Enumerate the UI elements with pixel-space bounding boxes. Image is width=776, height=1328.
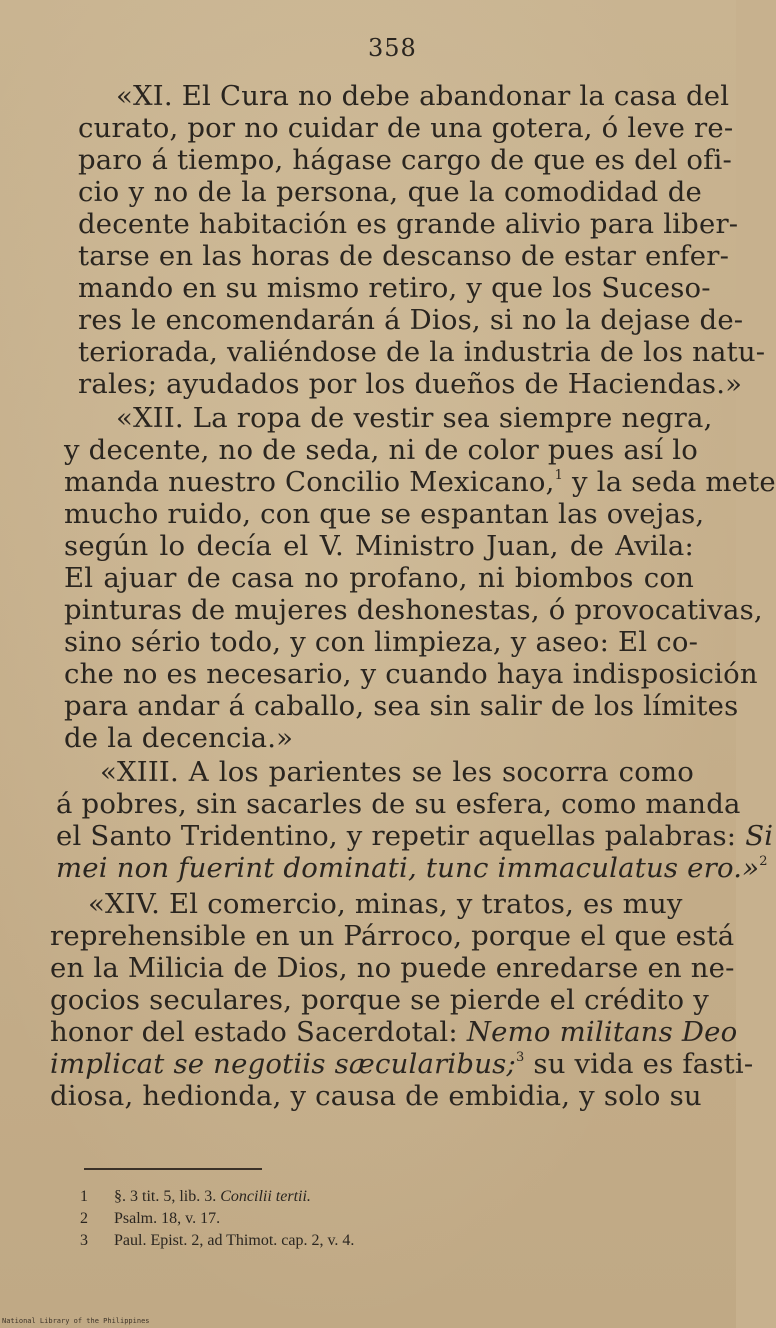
text-run: su vida es fasti- bbox=[533, 1048, 754, 1080]
text-line: cio y no de la persona, que la comodidad de bbox=[78, 176, 702, 208]
latin-text: mei non fuerint dominati, tunc immaculatus ero.» bbox=[56, 852, 760, 884]
text-line: res le encomendarán á Dios, si no la dejase de- bbox=[78, 304, 744, 336]
footnote-number: 1 bbox=[80, 1188, 88, 1205]
text-line: «XI. El Cura no debe abandonar la casa del bbox=[116, 80, 730, 112]
footnote-italic: Concilii tertii. bbox=[220, 1188, 311, 1205]
footnote-ref-1[interactable]: 1 bbox=[554, 468, 564, 483]
text-line: «XIV. El comercio, minas, y tratos, es muy bbox=[88, 888, 683, 920]
text-line: «XII. La ropa de vestir sea siempre negra, bbox=[116, 402, 713, 434]
text-run: honor del estado Sacerdotal: bbox=[50, 1016, 458, 1048]
text-run: el Santo Tridentino, y repetir aquellas palabras: bbox=[56, 820, 737, 852]
text-line: paro á tiempo, hágase cargo de que es del ofi- bbox=[78, 144, 733, 176]
latin-text: implicat se negotiis sæcularibus; bbox=[50, 1048, 516, 1080]
footnote-text: Paul. Epist. 2, ad Thimot. cap. 2, v. 4. bbox=[114, 1232, 355, 1249]
text-line: mando en su mismo retiro, y que los Suceso- bbox=[78, 272, 711, 304]
footnote-3 bbox=[80, 1232, 354, 1250]
text-line bbox=[56, 820, 774, 852]
text-line: mucho ruido, con que se espantan las ovejas, bbox=[64, 498, 705, 530]
text-line: diosa, hedionda, y causa de embidia, y solo su bbox=[50, 1080, 702, 1112]
footnote-text: §. 3 tit. 5, lib. 3. bbox=[114, 1188, 217, 1205]
latin-text: Nemo militans Deo bbox=[466, 1016, 738, 1048]
page-number: 358 bbox=[368, 34, 417, 62]
text-line: decente habitación es grande alivio para liber- bbox=[78, 208, 739, 240]
text-line: tarse en las horas de descanso de estar enfer- bbox=[78, 240, 730, 272]
text-line: para andar á caballo, sea sin salir de los límites bbox=[64, 690, 739, 722]
footnote-text: Psalm. 18, v. 17. bbox=[114, 1210, 221, 1227]
text-line: y decente, no de seda, ni de color pues así lo bbox=[64, 434, 698, 466]
footnote-ref-2[interactable]: 2 bbox=[759, 854, 768, 869]
footnote-2 bbox=[80, 1210, 220, 1228]
text-line bbox=[50, 1048, 754, 1080]
text-run: manda nuestro Concilio Mexicano, bbox=[64, 466, 555, 498]
text-line bbox=[50, 1016, 738, 1048]
footnote-ref-3[interactable]: 3 bbox=[515, 1050, 525, 1065]
text-line: sino sério todo, y con limpieza, y aseo: El co- bbox=[64, 626, 699, 658]
text-line: «XIII. A los parientes se les socorra como bbox=[100, 756, 694, 788]
text-run: y la seda mete bbox=[572, 466, 776, 498]
text-line: á pobres, sin sacarles de su esfera, como manda bbox=[56, 788, 741, 820]
text-line: El ajuar de casa no profano, ni biombos con bbox=[64, 562, 694, 594]
text-line bbox=[56, 852, 768, 884]
footnote-1 bbox=[80, 1188, 311, 1206]
footnote-number: 3 bbox=[80, 1232, 88, 1249]
text-line: gocios seculares, porque se pierde el crédito y bbox=[50, 984, 709, 1016]
text-line: che no es necesario, y cuando haya indisposición bbox=[64, 658, 758, 690]
text-line: en la Milicia de Dios, no puede enredarse en ne- bbox=[50, 952, 735, 984]
text-line: curato, por no cuidar de una gotera, ó leve re- bbox=[78, 112, 734, 144]
footnote-number: 2 bbox=[80, 1210, 88, 1227]
text-line: teriorada, valiéndose de la industria de los natu- bbox=[78, 336, 766, 368]
text-line: según lo decía el V. Ministro Juan, de Avila: bbox=[64, 530, 694, 562]
footnote-divider bbox=[84, 1168, 262, 1170]
text-line: reprehensible en un Párroco, porque el que está bbox=[50, 920, 735, 952]
text-line: de la decencia.» bbox=[64, 722, 294, 754]
library-credit: National Library of the Philippines bbox=[2, 1317, 150, 1325]
text-line: pinturas de mujeres deshonestas, ó provocativas, bbox=[64, 594, 763, 626]
text-line: rales; ayudados por los dueños de Haciendas.» bbox=[78, 368, 743, 400]
latin-text: Si bbox=[745, 820, 774, 852]
text-line bbox=[64, 466, 776, 498]
